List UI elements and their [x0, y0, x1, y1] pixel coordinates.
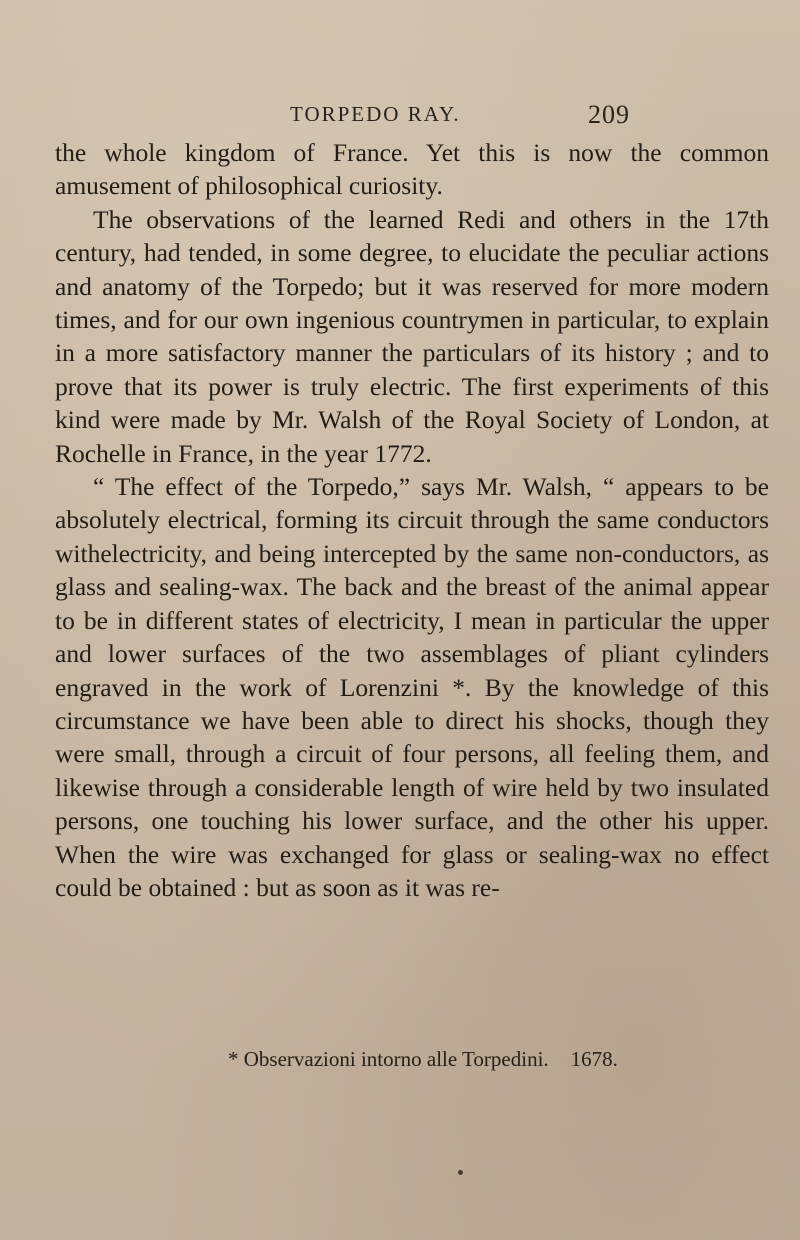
- footnote-text: Observazioni intorno alle Torpedini.: [243, 1047, 549, 1071]
- page-header: [0, 100, 800, 136]
- page-number: 209: [588, 100, 630, 129]
- footnote: [228, 1047, 618, 1072]
- paragraph-redi-observations: The observations of the learned Redi and others in the 17th century, had tended, in some degree, to elucidate the peculiar actions and anatomy of the Torpedo; but it was reserved for more modern times, and for our own ingenious countrymen in particular, to explain in a more satisfactory manner the particulars of its history ; and to prove that its power is truly electric. The first experiments of this kind were made by Mr. Walsh of the Royal Society of London, at Rochelle in France, in the year 1772.: [55, 204, 769, 468]
- ink-speck: [458, 1170, 463, 1175]
- running-head: TORPEDO RAY.: [290, 102, 461, 126]
- paragraph-continuation: the whole kingdom of France. Yet this is now the common amusement of philosophical curiosity.: [55, 138, 769, 201]
- body-text: [55, 136, 769, 904]
- footnote-marker: *: [228, 1047, 239, 1071]
- paragraph-walsh-quote: “ The effect of the Torpedo,” says Mr. Walsh, “ appears to be absolutely electrical, forming its circuit through the same conductors withelectricity, and being intercepted by the same non-conductors, as glass and sealing-wax. The back and the breast of the animal appear to be in different states of electricity, I mean in particular the upper and lower surfaces of the two assemblages of pliant cylinders engraved in the work of Lorenzini *. By the knowledge of this circumstance we have been able to direct his shocks, though they were small, through a circuit of four persons, all feeling them, and likewise through a considerable length of wire held by two insulated persons, one touching his lower surface, and the other his upper. When the wire was exchanged for glass or sealing-wax no effect could be obtained : but as soon as it was re-: [55, 472, 769, 902]
- footnote-year: 1678.: [570, 1047, 618, 1071]
